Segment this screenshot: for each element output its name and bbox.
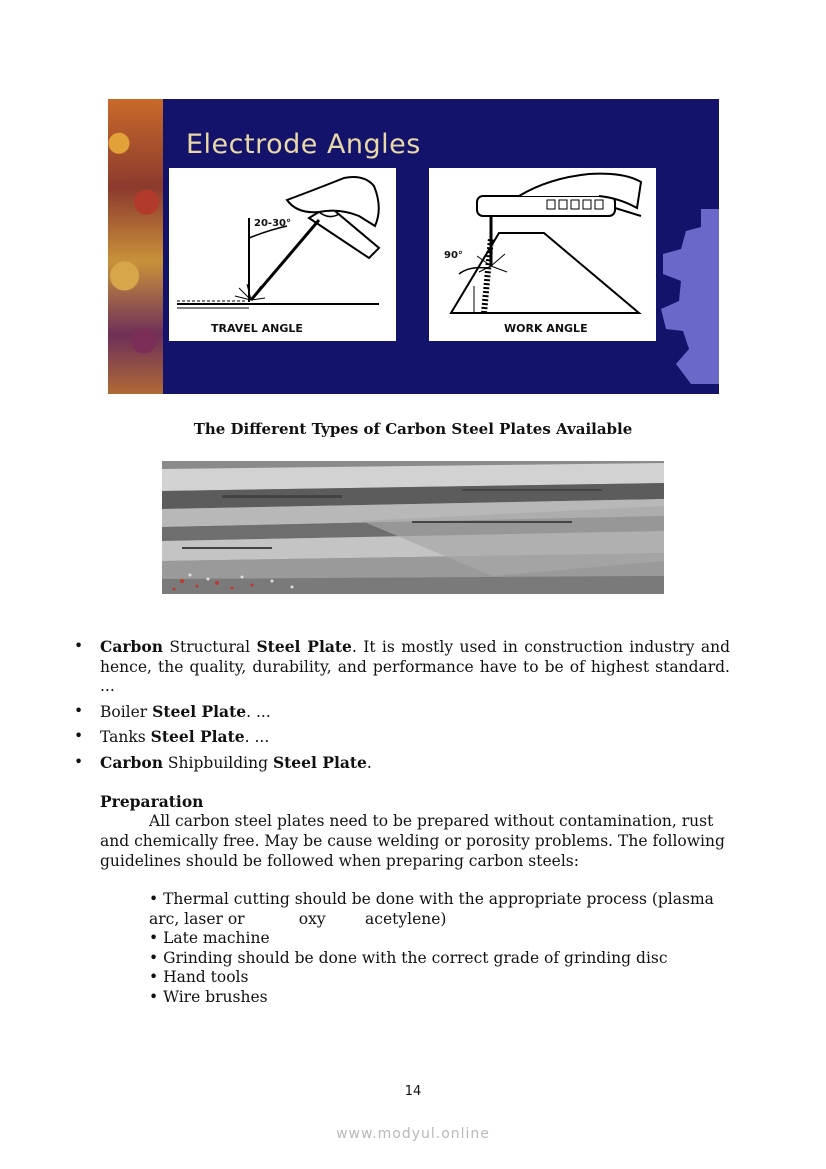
list-text: . <box>366 753 372 772</box>
work-angle-panel <box>429 168 656 341</box>
travel-angle-drawing <box>169 168 396 341</box>
slide-title: Electrode Angles <box>186 129 421 160</box>
bold-term: Steel Plate <box>150 727 245 746</box>
bold-term: Steel Plate <box>256 637 352 656</box>
guideline-text: arc, laser or oxy acetylene) <box>149 909 447 928</box>
travel-angle-caption: TRAVEL ANGLE <box>211 322 303 335</box>
watermark: www.modyul.online <box>336 1126 490 1142</box>
bold-term: Carbon <box>100 637 163 656</box>
list-text: . It is mostly used in construction industry and hence, the quality, durability, and performance have to be of highest standard. ... <box>100 638 731 695</box>
list-text: Structural <box>163 638 257 656</box>
list-item <box>70 637 730 697</box>
list-text: Shipbuilding <box>163 753 273 772</box>
steel-plates-photo <box>162 461 664 594</box>
list-text: . ... <box>246 702 271 721</box>
bold-term: Steel Plate <box>152 701 247 721</box>
work-angle-caption: WORK ANGLE <box>504 322 588 335</box>
list-text: . ... <box>244 728 270 746</box>
guidelines-list <box>149 890 729 1007</box>
list-text: Boiler <box>100 702 153 721</box>
figure-caption: The Different Types of Carbon Steel Plates Available <box>193 420 633 438</box>
list-item <box>70 727 730 748</box>
slide-decorative-strip <box>108 99 163 394</box>
page-number: 14 <box>404 1084 422 1099</box>
electrode-angles-slide <box>108 99 719 394</box>
list-item: • Late machine <box>149 929 270 947</box>
list-item <box>70 753 730 774</box>
bold-term: Carbon <box>100 752 163 772</box>
travel-angle-panel <box>169 168 396 341</box>
work-angle-value: 90° <box>444 250 463 261</box>
section-heading: Preparation <box>100 792 204 811</box>
work-angle-drawing <box>429 168 656 341</box>
list-item: • Grinding should be done with the correct grade of grinding disc <box>149 948 668 967</box>
list-item <box>149 890 729 929</box>
list-item: • Hand tools <box>149 968 249 986</box>
list-text: Tanks <box>100 728 151 746</box>
bold-term: Steel Plate <box>272 752 367 772</box>
steel-plate-types-list <box>70 637 730 778</box>
list-item: • Wire brushes <box>149 987 268 1006</box>
guideline-text: • Thermal cutting should be done with the appropriate process (plasma <box>149 890 714 908</box>
preparation-paragraph: All carbon steel plates need to be prepared without contamination, rust and chemically free. May be cause welding or porosity problems. The following guidelines should be followed when preparing carbon steels: <box>100 812 725 870</box>
travel-angle-value: 20-30° <box>254 218 291 229</box>
list-item <box>70 702 730 723</box>
